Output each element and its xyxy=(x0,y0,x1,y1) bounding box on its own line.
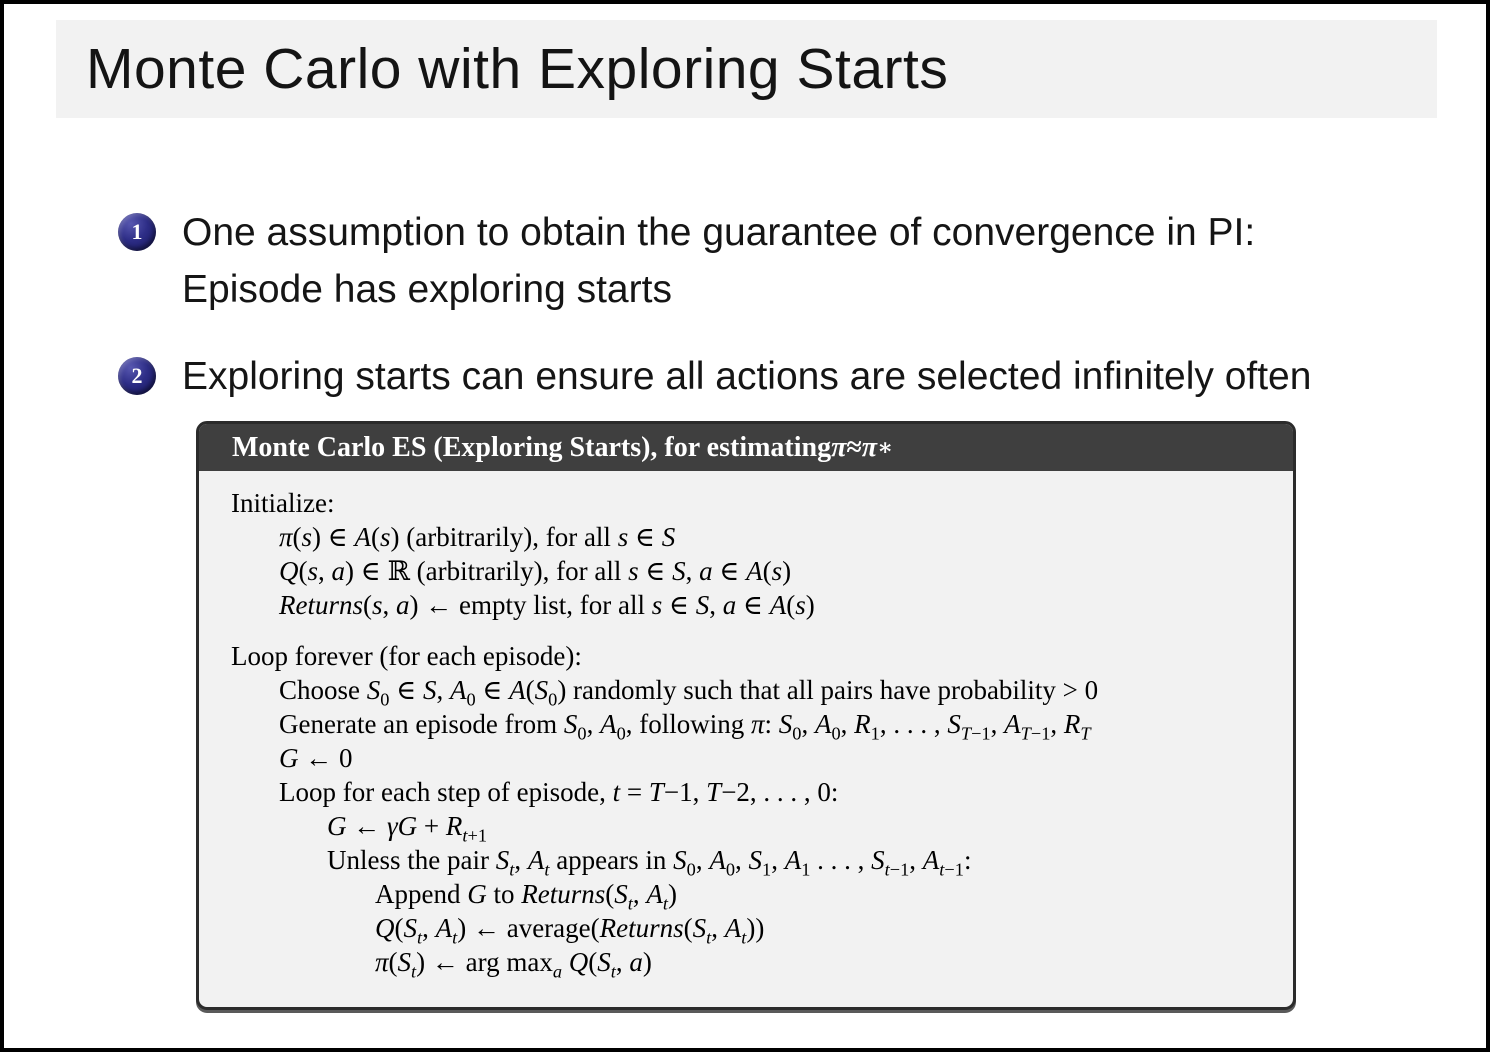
bullet-number-ball xyxy=(118,357,156,395)
algorithm-line: Loop for each step of episode, t = T−1, T−2, . . . , 0: xyxy=(279,777,839,807)
bullet-text: Exploring starts can ensure all actions are selected infinitely often xyxy=(182,355,1312,398)
algorithm-body xyxy=(199,471,1293,982)
algorithm-line: $\pi(S_t)$ ← arg $\max_a Q(S_t$, a) xyxy=(375,947,652,982)
algorithm-line: Returns(s, a) ← empty list, for all s ∈ S, a ∈ A(s) xyxy=(279,590,815,620)
bullet-number: 1 xyxy=(131,219,143,244)
page-title: Monte Carlo with Exploring Starts xyxy=(86,37,949,101)
bullet-item xyxy=(118,348,1458,405)
algorithm-line: G ← $\gamma G + R_{t+1}$ xyxy=(327,811,488,846)
algorithm-line: $Q(S_t$, $A_t$) ← $average(Returns(S_t$, $A_t$)) xyxy=(375,913,765,948)
algorithm-line: Append G to $Returns(S_t$, $A_t$) xyxy=(375,879,677,914)
algorithm-line: π(s) ∈ A(s) (arbitrarily), for all s ∈ S xyxy=(279,522,676,552)
bullet-item xyxy=(118,204,1458,318)
algorithm-line: Choose $S_0$ ∈ S, $A_0$ ∈ $A(S_0)$ randomly such that all pairs have probability > 0 xyxy=(279,675,1099,710)
bullet-list xyxy=(118,204,1458,435)
algorithm-line: Initialize: xyxy=(231,488,335,518)
bullet-number-ball xyxy=(118,213,156,251)
algorithm-line: Q(s, a) ∈ ℝ (arbitrarily), for all s ∈ S, a ∈ A(s) xyxy=(279,556,792,586)
algorithm-line: Generate an episode from $S_0$, $A_0$, following π: $S_0$, $A_0$, $R_1$, . . . , $S_{T-1}$, $A_{T-1}$, $R_T$ xyxy=(279,709,1091,744)
algorithm-line: G ← 0 xyxy=(279,743,353,773)
slide-title-banner xyxy=(56,20,1437,118)
algorithm-line: Loop forever (for each episode): xyxy=(231,641,582,671)
bullet-number: 2 xyxy=(131,363,143,388)
bullet-text: One assumption to obtain the guarantee of convergence in PI: Episode has exploring starts xyxy=(182,211,1256,311)
algorithm-title: Monte Carlo ES (Exploring Starts), for estimating π ≈ π ∗ xyxy=(199,424,1293,471)
algorithm-line: Unless the pair $S_t$, $A_t$ appears in $S_0$, $A_0$, $S_1$, $A_1$ . . . , $S_{t-1}$, $A_{t-1}$: xyxy=(327,845,972,880)
algorithm-box xyxy=(196,421,1296,1010)
